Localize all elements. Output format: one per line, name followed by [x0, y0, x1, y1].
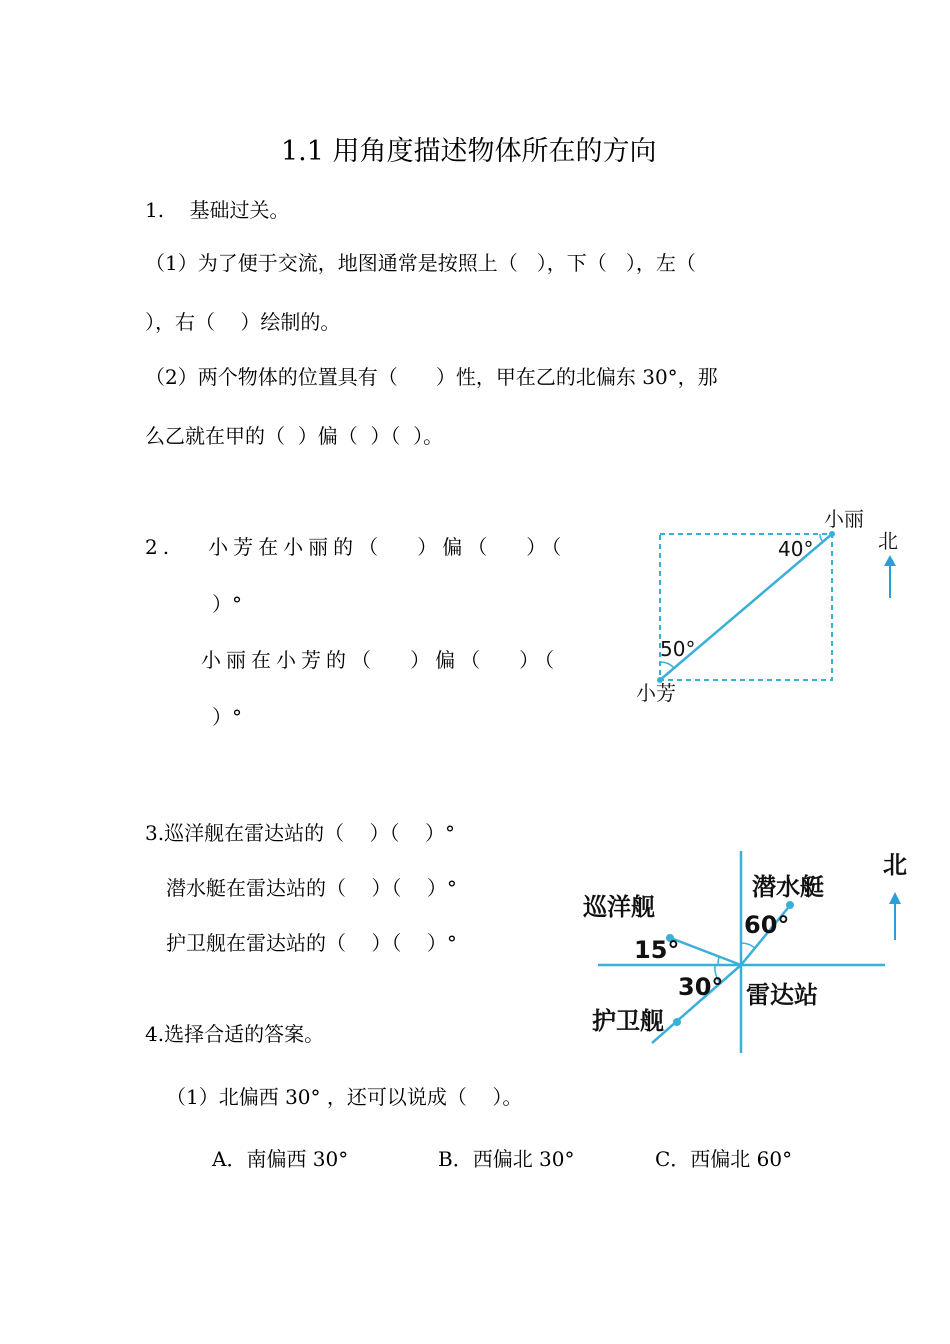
- q4-option-a[interactable]: A．南偏西 30°: [212, 1147, 349, 1171]
- page-title: 1.1 用角度描述物体所在的方向: [281, 136, 657, 167]
- q4-option-c[interactable]: C．西偏北 60°: [655, 1147, 793, 1171]
- north-label: 北: [878, 529, 898, 553]
- q1-part2-line1: （2）两个物体的位置具有（ ）性，甲在乙的北偏东 30°，那: [145, 365, 718, 389]
- q3-line2: 潜水艇在雷达站的（ ）（ ）°: [166, 876, 457, 900]
- point-submarine: [786, 901, 794, 909]
- q1-part1-line2: ），右（ ）绘制的。: [145, 310, 341, 334]
- angle-arc-60: [741, 943, 755, 948]
- q4-heading: 4.选择合适的答案。: [145, 1022, 325, 1046]
- north-arrow-icon: [884, 555, 896, 598]
- angle-arc-top: [820, 534, 823, 542]
- label-radar: 雷达站: [746, 981, 818, 1009]
- angle-arc-bottom: [660, 662, 674, 668]
- label-angle-60: 60°: [744, 911, 790, 939]
- q2-line2-tail: ）°: [212, 705, 242, 729]
- north-arrow-icon: [889, 892, 901, 940]
- label-angle-30: 30°: [678, 973, 724, 1001]
- q2-diagram: [620, 500, 920, 710]
- label-xiaoli: 小丽: [824, 507, 864, 531]
- label-angle-40: 40°: [778, 537, 814, 561]
- point-xiaoli: [829, 531, 835, 537]
- q1-part2-line2: 么乙就在甲的（ ）偏（ ）（ ）。: [145, 424, 444, 448]
- q2-line1: 2. 小芳在小丽的（ ）偏（ ）（: [145, 535, 567, 559]
- q4-part1: （1）北偏西 30° ，还可以说成（ ）。: [166, 1085, 523, 1109]
- q1-part1-line1: （1）为了便于交流，地图通常是按照上（ ），下（ ），左（: [145, 251, 696, 275]
- north-label: 北: [883, 851, 907, 879]
- label-cruiser: 巡洋舰: [583, 893, 655, 921]
- point-frigate: [673, 1018, 681, 1026]
- q2-line2: 小丽在小芳的（ ）偏（ ）（: [201, 648, 560, 672]
- label-frigate: 护卫舰: [592, 1007, 664, 1035]
- label-xiaofang: 小芳: [636, 681, 676, 705]
- q2-line1-tail: ）°: [212, 592, 242, 616]
- label-angle-50: 50°: [660, 637, 696, 661]
- label-submarine: 潜水艇: [752, 873, 824, 901]
- q1-heading: 1. 基础过关。: [145, 198, 290, 222]
- q3-line1: 3.巡洋舰在雷达站的（ ）（ ）°: [145, 821, 455, 845]
- label-angle-15: 15°: [634, 936, 680, 964]
- q3-diagram: [580, 845, 920, 1060]
- q4-option-b[interactable]: B．西偏北 30°: [438, 1147, 575, 1171]
- q3-line3: 护卫舰在雷达站的（ ）（ ）°: [166, 931, 457, 955]
